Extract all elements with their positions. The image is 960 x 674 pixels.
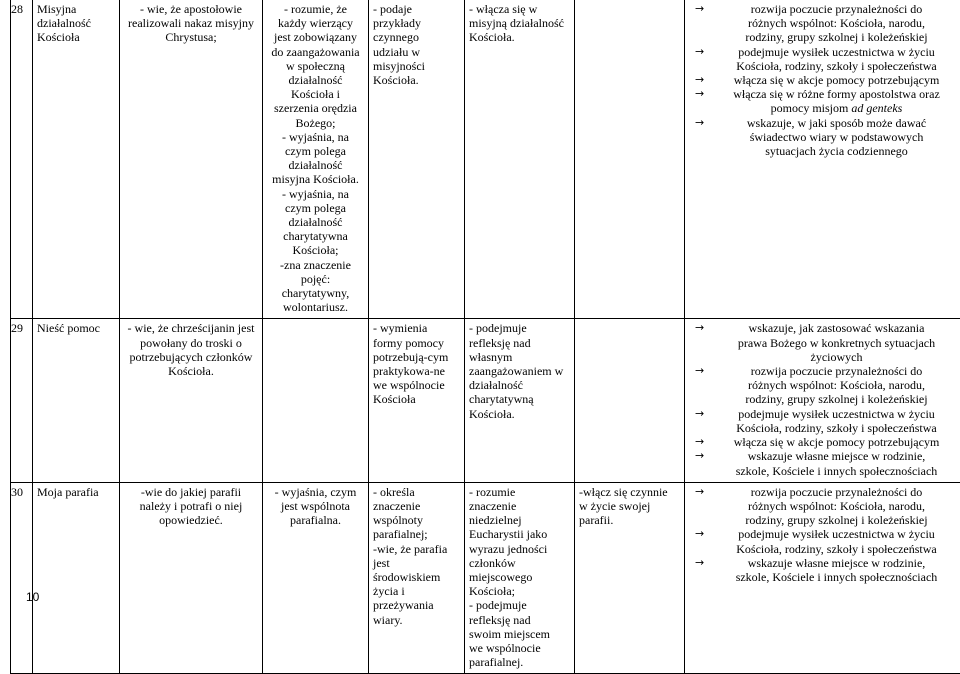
outcome-text: [717, 556, 956, 584]
cell-text-line: wspólnoty: [373, 513, 460, 527]
cell-text-line: działalność: [267, 158, 364, 172]
cell-text-line: Kościoła.: [124, 364, 258, 378]
curriculum-table: [10, 0, 960, 674]
outcome-text-line: różnych wspólnot: Kościoła, narodu,: [717, 499, 956, 513]
extended-requirements-cell: [263, 0, 369, 319]
outcome-bullet: [695, 485, 956, 528]
cell-text-line: - rozumie, że: [267, 2, 364, 16]
cell-text-line: Kościoła.: [373, 73, 460, 87]
arrow-bullet-icon: →: [695, 485, 717, 499]
cell-text-line: działalność: [469, 378, 570, 392]
learning-outcomes-cell: [685, 482, 960, 674]
basic-requirements-cell: [120, 319, 263, 482]
knowledge-cell: [369, 482, 465, 674]
outcome-text-line: szkole, Kościele i innych społecznościach: [717, 570, 956, 584]
cell-text-line: misyjności: [373, 59, 460, 73]
arrow-bullet-icon: →: [695, 407, 717, 421]
outcome-bullet: [695, 364, 956, 407]
outcome-text-line: różnych wspólnot: Kościoła, narodu,: [717, 378, 956, 392]
cell-text-line: każdy wierzący: [267, 16, 364, 30]
arrow-bullet-icon: →: [695, 556, 717, 570]
cell-text-line: Kościoła: [37, 30, 115, 44]
outcome-text-line: włącza się w akcje pomocy potrzebującym: [717, 435, 956, 449]
cell-text-line: charytatywny,: [267, 286, 364, 300]
cell-text-line: refleksję nad: [469, 336, 570, 350]
cell-text-line: członków: [469, 556, 570, 570]
outcome-text-line: rodziny, grupy szkolnej i koleżeńskiej: [717, 392, 956, 406]
cell-text-line: formy pomocy: [373, 336, 460, 350]
cell-text-line: działalność: [267, 215, 364, 229]
cell-text-line: działalność: [267, 73, 364, 87]
cell-text-line: potrzebują-cym: [373, 350, 460, 364]
cell-text-line: przykłady: [373, 16, 460, 30]
outcome-text-line: Kościoła, rodziny, szkoły i społeczeństwa: [717, 421, 956, 435]
topic-cell: [33, 319, 120, 482]
outcome-bullet: [695, 527, 956, 555]
cell-text-line: Kościoła;: [267, 243, 364, 257]
arrow-bullet-icon: →: [695, 2, 717, 16]
outcome-text: [717, 2, 956, 45]
cell-text-line: Kościoła: [373, 392, 460, 406]
attitudes-cell: [575, 0, 685, 319]
table-body: [11, 0, 960, 674]
outcome-bullet: [695, 556, 956, 584]
outcome-text-line: podejmuje wysiłek uczestnictwa w życiu: [717, 527, 956, 541]
cell-text-line: parafialnej;: [373, 527, 460, 541]
cell-text-line: znaczenie: [373, 499, 460, 513]
cell-text-line: jest zobowiązany: [267, 30, 364, 44]
outcome-text-line: włącza się w różne formy apostolstwa oraz: [717, 87, 956, 101]
cell-text-line: parafii.: [579, 513, 680, 527]
outcome-text-line: Kościoła, rodziny, szkoły i społeczeństwa: [717, 59, 956, 73]
arrow-bullet-icon: →: [695, 73, 717, 87]
skills-cell: [465, 482, 575, 674]
outcome-text-line: wskazuje, w jaki sposób może dawać: [717, 116, 956, 130]
outcome-text: [717, 116, 956, 159]
cell-text-line: - podaje: [373, 2, 460, 16]
cell-text-line: charytatywną: [469, 392, 570, 406]
cell-text-line: - wie, że chrześcijanin jest: [124, 321, 258, 335]
basic-requirements-cell: [120, 482, 263, 674]
italic-term: ad genteks: [851, 101, 902, 115]
cell-text-line: - wie, że apostołowie: [124, 2, 258, 16]
cell-text-line: pojęć:: [267, 272, 364, 286]
cell-text-line: swoim miejscem: [469, 627, 570, 641]
arrow-bullet-icon: →: [695, 321, 717, 335]
outcome-bullet: [695, 435, 956, 449]
cell-text-line: - podejmuje: [469, 598, 570, 612]
cell-text-line: znaczenie: [469, 499, 570, 513]
page-number: 10: [26, 590, 39, 604]
outcome-text: [717, 87, 956, 115]
table-row: [11, 482, 960, 674]
outcome-bullet: [695, 116, 956, 159]
arrow-bullet-icon: →: [695, 449, 717, 463]
cell-text-line: Eucharystii jako: [469, 527, 570, 541]
arrow-bullet-icon: →: [695, 45, 717, 59]
outcome-text-line: wskazuje własne miejsce w rodzinie,: [717, 556, 956, 570]
topic-cell: [33, 482, 120, 674]
cell-text-line: -wie do jakiej parafii: [124, 485, 258, 499]
arrow-bullet-icon: →: [695, 364, 717, 378]
cell-text-line: wolontariusz.: [267, 300, 364, 314]
outcome-text: [717, 45, 956, 73]
cell-text-line: jest: [373, 556, 460, 570]
cell-text-line: - włącza się w: [469, 2, 570, 16]
table-row: [11, 0, 960, 319]
lesson-number: 29: [11, 319, 33, 482]
cell-text-line: - wymienia: [373, 321, 460, 335]
outcome-text-line: rozwija poczucie przynależności do: [717, 2, 956, 16]
cell-text-line: zaangażowaniem w: [469, 364, 570, 378]
cell-text-line: należy i potrafi o niej: [124, 499, 258, 513]
cell-text-line: życia i: [373, 584, 460, 598]
extended-requirements-cell: [263, 482, 369, 674]
learning-outcomes-cell: [685, 0, 960, 319]
cell-text-line: wiary.: [373, 613, 460, 627]
cell-text-line: misyjną działalność: [469, 16, 570, 30]
outcome-text-line: wskazuje własne miejsce w rodzinie,: [717, 449, 956, 463]
outcome-text-line: szkole, Kościele i innych społecznościach: [717, 464, 956, 478]
outcome-text-line: wskazuje, jak zastosować wskazania: [717, 321, 956, 335]
cell-text-line: w życie swojej: [579, 499, 680, 513]
outcome-text-line: świadectwo wiary w podstawowych: [717, 130, 956, 144]
attitudes-cell: [575, 319, 685, 482]
cell-text-line: we wspólnocie: [469, 641, 570, 655]
cell-text-line: czynnego: [373, 30, 460, 44]
outcome-text: [717, 435, 956, 449]
cell-text-line: - określa: [373, 485, 460, 499]
outcome-text: [717, 321, 956, 364]
cell-text-line: Kościoła.: [469, 407, 570, 421]
outcome-text-line: życiowych: [717, 350, 956, 364]
outcome-text-line: włącza się w akcje pomocy potrzebującym: [717, 73, 956, 87]
outcome-text-line: rodziny, grupy szkolnej i koleżeńskiej: [717, 30, 956, 44]
cell-text-line: - wyjaśnia, czym: [267, 485, 364, 499]
cell-text-line: - wyjaśnia, na: [267, 130, 364, 144]
cell-text-line: - wyjaśnia, na: [267, 187, 364, 201]
arrow-bullet-icon: →: [695, 116, 717, 130]
outcome-bullet: [695, 45, 956, 73]
outcome-text-line: rozwija poczucie przynależności do: [717, 364, 956, 378]
learning-outcomes-cell: [685, 319, 960, 482]
cell-text-line: potrzebujących członków: [124, 350, 258, 364]
arrow-bullet-icon: →: [695, 527, 717, 541]
cell-text-line: udziału w: [373, 45, 460, 59]
lesson-number: 30: [11, 482, 33, 674]
outcome-bullet: [695, 87, 956, 115]
outcome-bullet: [695, 449, 956, 477]
outcome-bullet: [695, 73, 956, 87]
cell-text-line: realizowali nakaz misyjny: [124, 16, 258, 30]
skills-cell: [465, 0, 575, 319]
outcome-text: [717, 449, 956, 477]
cell-text-line: - podejmuje: [469, 321, 570, 335]
cell-text-line: środowiskiem: [373, 570, 460, 584]
outcome-text-line: podejmuje wysiłek uczestnictwa w życiu: [717, 407, 956, 421]
outcome-text: [717, 527, 956, 555]
outcome-text-line: rodziny, grupy szkolnej i koleżeńskiej: [717, 513, 956, 527]
outcome-text-line: sytuacjach życia codziennego: [717, 144, 956, 158]
outcome-text-line: różnych wspólnot: Kościoła, narodu,: [717, 16, 956, 30]
outcome-text-line: prawa Bożego w konkretnych sytuacjach: [717, 336, 956, 350]
topic-cell: [33, 0, 120, 319]
cell-text-line: Kościoła;: [469, 584, 570, 598]
outcome-text-line: Kościoła, rodziny, szkoły i społeczeństwa: [717, 542, 956, 556]
outcome-text-line: pomocy misjom ad genteks: [717, 101, 956, 115]
cell-text-line: opowiedzieć.: [124, 513, 258, 527]
cell-text-line: we wspólnocie: [373, 378, 460, 392]
cell-text-line: wyrazu jedności: [469, 542, 570, 556]
cell-text-line: Kościoła.: [469, 30, 570, 44]
knowledge-cell: [369, 319, 465, 482]
knowledge-cell: [369, 0, 465, 319]
outcome-text: [717, 364, 956, 407]
cell-text-line: niedzielnej: [469, 513, 570, 527]
cell-text-line: Misyjna: [37, 2, 115, 16]
cell-text-line: przeżywania: [373, 598, 460, 612]
cell-text-line: Moja parafia: [37, 485, 115, 499]
outcome-text-line: rozwija poczucie przynależności do: [717, 485, 956, 499]
cell-text-line: misyjna Kościoła.: [267, 172, 364, 186]
cell-text-line: Kościoła i: [267, 87, 364, 101]
cell-text-line: parafialna.: [267, 513, 364, 527]
cell-text-line: Nieść pomoc: [37, 321, 115, 335]
cell-text-line: -zna znaczenie: [267, 258, 364, 272]
cell-text-line: szerzenia orędzia: [267, 101, 364, 115]
cell-text-line: Chrystusa;: [124, 30, 258, 44]
cell-text-line: w społeczną: [267, 59, 364, 73]
cell-text-line: praktykowa-ne: [373, 364, 460, 378]
extended-requirements-cell: [263, 319, 369, 482]
outcome-text: [717, 73, 956, 87]
attitudes-cell: [575, 482, 685, 674]
cell-text-line: jest wspólnota: [267, 499, 364, 513]
outcome-bullet: [695, 2, 956, 45]
cell-text-line: charytatywna: [267, 229, 364, 243]
basic-requirements-cell: [120, 0, 263, 319]
outcome-text: [717, 485, 956, 528]
cell-text-line: własnym: [469, 350, 570, 364]
skills-cell: [465, 319, 575, 482]
arrow-bullet-icon: →: [695, 87, 717, 101]
cell-text-line: miejscowego: [469, 570, 570, 584]
outcome-bullet: [695, 407, 956, 435]
outcome-text: [717, 407, 956, 435]
cell-text-line: powołany do troski o: [124, 336, 258, 350]
cell-text-line: czym polega: [267, 201, 364, 215]
cell-text-line: -włącz się czynnie: [579, 485, 680, 499]
cell-text-line: czym polega: [267, 144, 364, 158]
lesson-number: 28: [11, 0, 33, 319]
table-row: [11, 319, 960, 482]
cell-text-line: -wie, że parafia: [373, 542, 460, 556]
outcome-text-line: podejmuje wysiłek uczestnictwa w życiu: [717, 45, 956, 59]
outcome-bullet: [695, 321, 956, 364]
arrow-bullet-icon: →: [695, 435, 717, 449]
cell-text-line: parafialnej.: [469, 655, 570, 669]
cell-text-line: Bożego;: [267, 116, 364, 130]
cell-text-line: - rozumie: [469, 485, 570, 499]
cell-text-line: działalność: [37, 16, 115, 30]
cell-text-line: refleksję nad: [469, 613, 570, 627]
cell-text-line: do zaangażowania: [267, 45, 364, 59]
